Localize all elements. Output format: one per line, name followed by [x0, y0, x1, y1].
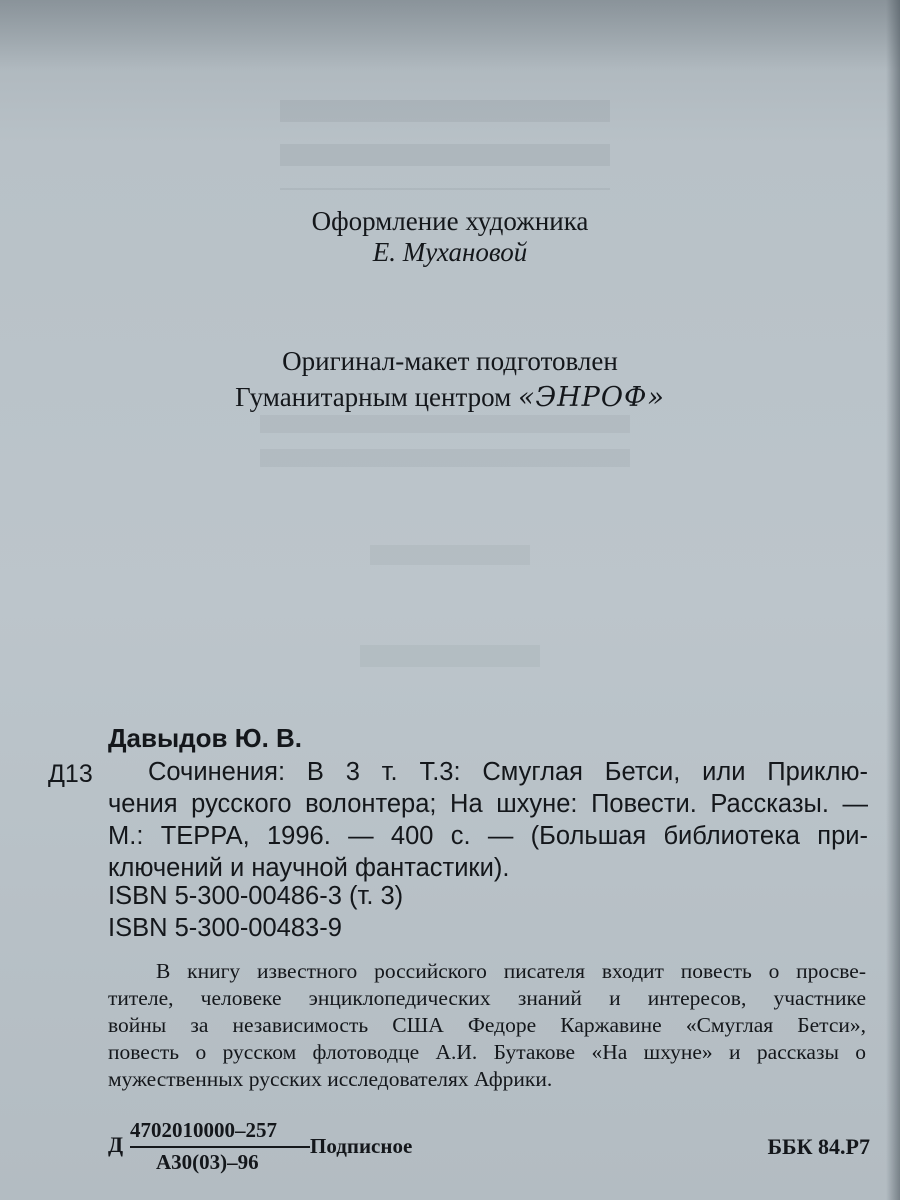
isbn-volume: ISBN 5-300-00486-3 (т. 3)	[108, 882, 404, 910]
catalog-code: Д13	[48, 760, 93, 788]
catalog-line: чения русского волонтера; На шхуне: Повести. Рассказы. —	[108, 790, 868, 818]
book-annotation	[108, 958, 866, 1093]
catalog-author: Давыдов Ю. В.	[108, 723, 303, 753]
subscription-label: Подписное	[310, 1134, 413, 1158]
design-credit-line: Оформление художника	[311, 206, 589, 236]
annotation-line: войны за независимость США Федоре Каржавине «Смуглая Бетси»,	[108, 1013, 866, 1037]
enrof-center-name: «ЭНРОФ»	[517, 382, 665, 413]
layout-credit-line: Оригинал-макет подготовлен	[282, 346, 618, 376]
annotation-line: мужественных русских исследователях Африки.	[108, 1067, 553, 1091]
page-edge-shadow	[886, 0, 900, 1200]
catalog-line: Сочинения: В 3 т. Т.3: Смуглая Бетси, или Приклю-	[148, 758, 868, 786]
publication-code-letter: Д	[108, 1132, 124, 1157]
layout-credit-prefix: Гуманитарным центром	[235, 382, 518, 412]
publication-code-denominator: А30(03)–96	[156, 1150, 259, 1174]
annotation-line: В книгу известного российского писателя входит повесть о просве-	[156, 959, 866, 983]
fraction-rule	[130, 1146, 310, 1148]
publication-code-numerator: 4702010000–257	[130, 1118, 277, 1142]
catalog-line: М.: ТЕРРА, 1996. — 400 с. — (Большая библиотека при-	[108, 822, 868, 850]
catalog-description	[108, 756, 868, 884]
bleed-through-decoration	[260, 415, 630, 475]
bleed-through-decoration	[370, 545, 530, 565]
bleed-through-decoration	[280, 100, 610, 190]
design-artist-name: Е. Мухановой	[372, 237, 528, 267]
page-shadow	[0, 0, 900, 70]
annotation-line: повесть о русском флотоводце А.И. Бутакове «На шхуне» и рассказы о	[108, 1040, 866, 1064]
catalog-line: ключений и научной фантастики).	[108, 854, 510, 882]
bbk-code: ББК 84.Р7	[767, 1134, 870, 1159]
isbn-set: ISBN 5-300-00483-9	[108, 914, 342, 942]
annotation-line: тителе, человеке энциклопедических знаний и интересов, участнике	[108, 986, 866, 1010]
layout-credit-center	[0, 379, 900, 416]
bleed-through-decoration	[360, 645, 540, 667]
